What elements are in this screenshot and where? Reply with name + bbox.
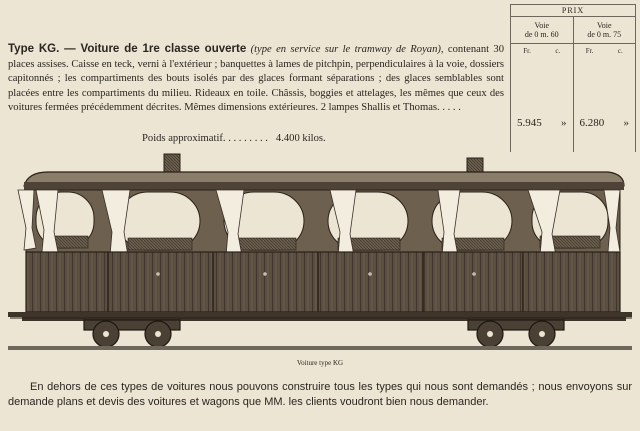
price-column-075 <box>573 16 636 152</box>
description <box>8 42 504 116</box>
column-gauge: de 0 m. 75 <box>587 30 622 39</box>
column-gauge: de 0 m. 60 <box>524 30 559 39</box>
unit-centimes: c. <box>617 47 623 55</box>
description-heading: Type KG. — Voiture de 1re classe ouverte <box>8 43 247 55</box>
price-suffix: » <box>623 117 629 129</box>
price-table <box>510 4 636 152</box>
price-suffix: » <box>561 117 567 129</box>
weight-line <box>142 133 326 144</box>
unit-francs: Fr. <box>585 47 594 55</box>
illustration-caption: Voiture type KG <box>296 359 344 367</box>
unit-centimes: c. <box>555 47 561 55</box>
footer-paragraph: En dehors de ces types de voitures nous pouvons construire tous les types qui nous sont demandés ; nous envoyons sur demande plans et devis des voitures et wagons que MM. les clients voudront bien nous demander. <box>8 381 632 408</box>
column-header: Voie <box>596 21 612 30</box>
price-table-title: PRIX <box>511 4 635 17</box>
column-header: Voie <box>534 21 550 30</box>
description-body: contenant 30 places assises. Caisse en teck, verni à l'extérieur ; banquettes à lames de pitchpin, perpendiculaires à la voie, dossiers capitonnés ; les compartiments des bouts isolés par des glaces formant séparations ; des glaces semblables sont placées entre les compartiments du milieu. Rideaux en toile. Châssis, boggies et attelages, les mêmes que ceux des voitures fermées précédemment décrites. Mêmes dimensions extérieures. 2 lampes Shallis et Thomas. . . . . <box>8 44 505 113</box>
price-value: 5.945 <box>517 117 542 129</box>
weight-value: 4.400 kilos. <box>275 133 326 144</box>
tram-car-illustration <box>8 152 632 352</box>
unit-francs: Fr. <box>523 47 531 55</box>
price-value: 6.280 <box>579 117 605 129</box>
price-column-060 <box>511 16 573 152</box>
description-note: (type en service sur le tramway de Royan), <box>250 44 444 55</box>
weight-label: Poids approximatif. . . . . . . . . <box>142 133 268 144</box>
